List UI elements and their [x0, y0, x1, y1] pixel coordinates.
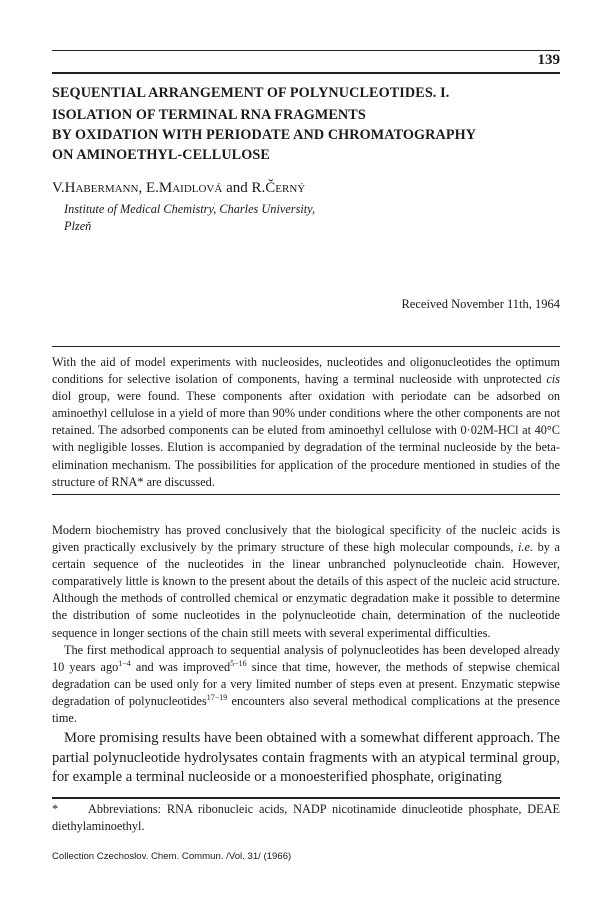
paragraph-2 — [52, 642, 560, 727]
affiliation-line-2: Plzeň — [64, 219, 92, 233]
author-2-name: Maidlová — [158, 180, 223, 196]
title-line-1: SEQUENTIAL ARRANGEMENT OF POLYNUCLEOTIDES. I. — [52, 85, 450, 101]
p3-text: More promising results have been obtained with a somewhat different approach. The partial polynucleotide hydrolysates contain fragments with an atypical terminal group, for example a terminal nucleoside or a monoesterified phosphate, originating — [52, 730, 560, 786]
author-3-name: Černý — [265, 180, 306, 196]
header-top-rule — [52, 50, 560, 51]
affiliation — [64, 201, 315, 235]
page-number: 139 — [537, 52, 560, 68]
paragraph-3 — [52, 729, 560, 788]
title-line-2: ISOLATION OF TERMINAL RNA FRAGMENTS — [52, 107, 366, 123]
header-bottom-rule — [52, 72, 560, 74]
body-text — [52, 522, 560, 727]
p2-text-2: and was improved — [130, 659, 231, 674]
p1-italic: i.e. — [518, 540, 534, 555]
p2-text-4: encounters also several methodical complications at the presence time. — [52, 693, 560, 726]
author-3-initial: R. — [251, 180, 266, 196]
abstract-top-rule — [52, 346, 560, 347]
author-2-initial: E. — [145, 180, 159, 196]
footnote — [52, 801, 560, 835]
p1-text-1: Modern biochemistry has proved conclusively that the biological specificity of the nucleic acids is given practically exclusively by the primary structure of these high molecular compounds, — [52, 523, 560, 555]
footnote-marker: * — [52, 802, 59, 816]
received-date: Received November 11th, 1964 — [401, 297, 560, 311]
author-separator: , — [138, 180, 146, 196]
citation-ref-1: 1−4 — [118, 658, 131, 668]
journal-citation: Collection Czechoslov. Chem. Commun. /Vol. 31/ (1966) — [52, 851, 292, 862]
title-line-3: BY OXIDATION WITH PERIODATE AND CHROMATOGRAPHY — [52, 127, 477, 143]
author-1-initial: V. — [52, 180, 65, 196]
affiliation-line-1: Institute of Medical Chemistry, Charles University, — [64, 202, 316, 216]
author-and: and — [222, 180, 252, 196]
footnote-text: Abbreviations: RNA ribonucleic acids, NADP nicotinamide dinucleotide phosphate, DEAE diethylaminoethyl. — [52, 802, 560, 833]
abstract-italic: cis — [546, 372, 560, 387]
citation-ref-2: 5−16 — [230, 658, 247, 668]
p2-text-1: The first methodical approach to sequential analysis of polynucleotides has been developed already 10 years ago — [52, 642, 560, 674]
abstract-bottom-rule — [52, 494, 560, 495]
p1-text-2: by a certain sequence of the nucleotides in the linear unbranched polynucleotide chain. However, comparatively little is known to the present about the details of this aspect of the nucleic acid structure. Although the methods of controlled chemical or enzymatic degradation make it possible to determine the distribution of some nucleotides in the polynucleotide chain, determination of the nucleotide sequence in longer sections of the chain still meets with several experimental difficulties. — [52, 540, 560, 640]
author-list — [52, 180, 305, 197]
citation-ref-3: 17−19 — [206, 692, 228, 702]
author-1-name: Habermann — [64, 180, 139, 196]
abstract — [52, 354, 560, 491]
title-line-4: ON AMINOETHYL-CELLULOSE — [52, 147, 270, 163]
footnote-rule — [52, 797, 560, 799]
abstract-text-1: With the aid of model experiments with nucleosides, nucleotides and oligonucleotides the optimum conditions for selective isolation of components, having a terminal nucleoside with unprotected — [52, 355, 560, 387]
p2-text-3: since that time, however, the methods of stepwise chemical degradation can be used only for a very limited number of steps even at present. Enzymatic stepwise degradation of polynucleotides — [52, 659, 560, 708]
abstract-text-2: diol group, were found. These components after oxidation with periodate can be adsorbed on aminoethyl cellulose in a yield of more than 90% under conditions where the other components are not retained. The adsorbed components can be eluted from aminoethyl cellulose with 0·02M-HCl at 40°C with negligible losses. Elution is accompanied by degradation of the terminal nucleoside by the beta-elimination mechanism. The possibilities for application of the procedure mentioned in studies of the structure of RNA* are discussed. — [52, 389, 560, 489]
paragraph-1 — [52, 522, 560, 642]
